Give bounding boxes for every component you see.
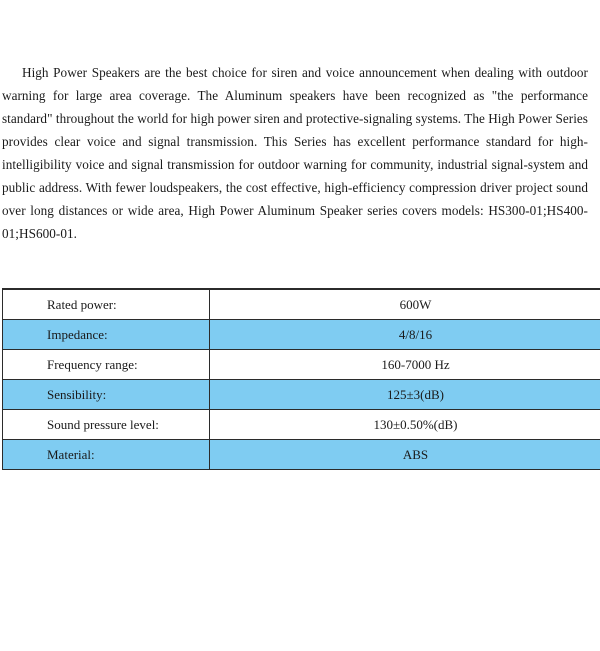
spec-value-text: 4/8/16: [398, 326, 433, 342]
spec-value-text: 160-7000 Hz: [381, 356, 450, 372]
intro-paragraph: High Power Speakers are the best choice for siren and voice announcement when dealing with outdoor warning for large area coverage. The Aluminum speakers have been recognized as "the performance standard" throughout the world for high power siren and protective-signaling systems. The High Power Series provides clear voice and signal transmission. This Series has excellent performance standard for high-intelligibility voice and signal transmission for outdoor warning for community, industrial signal-system and public address. With fewer loudspeakers, the cost effective, high-efficiency compression driver project sound over long distances or wide area, High Power Aluminum Speaker series covers models: HS300-01;HS400-01;HS600-01.: [2, 65, 588, 241]
spec-value-text: 125±3(dB): [387, 386, 444, 402]
spec-value-text: ABS: [402, 446, 429, 462]
spec-row-frequency-range: [3, 350, 600, 380]
spec-value: [210, 440, 600, 470]
spec-label: Sensibility:: [3, 380, 210, 410]
spec-row-material: [3, 440, 600, 470]
spec-value-text: 600W: [399, 296, 432, 312]
spec-value-text: 130±0.50%(dB): [373, 416, 458, 432]
spec-table: [2, 288, 600, 470]
spec-row-rated-power: [3, 289, 600, 320]
spec-label: Impedance:: [3, 320, 210, 350]
spec-label: Material:: [3, 440, 210, 470]
spec-row-sound-pressure-level: [3, 410, 600, 440]
spec-row-impedance: [3, 320, 600, 350]
spec-value: [210, 289, 600, 320]
spec-label: Sound pressure level:: [3, 410, 210, 440]
spec-value: [210, 380, 600, 410]
spec-label: Frequency range:: [3, 350, 210, 380]
spec-value: [210, 350, 600, 380]
spec-label: Rated power:: [3, 289, 210, 320]
spec-row-sensibility: [3, 380, 600, 410]
spec-value: [210, 320, 600, 350]
spec-value: [210, 410, 600, 440]
